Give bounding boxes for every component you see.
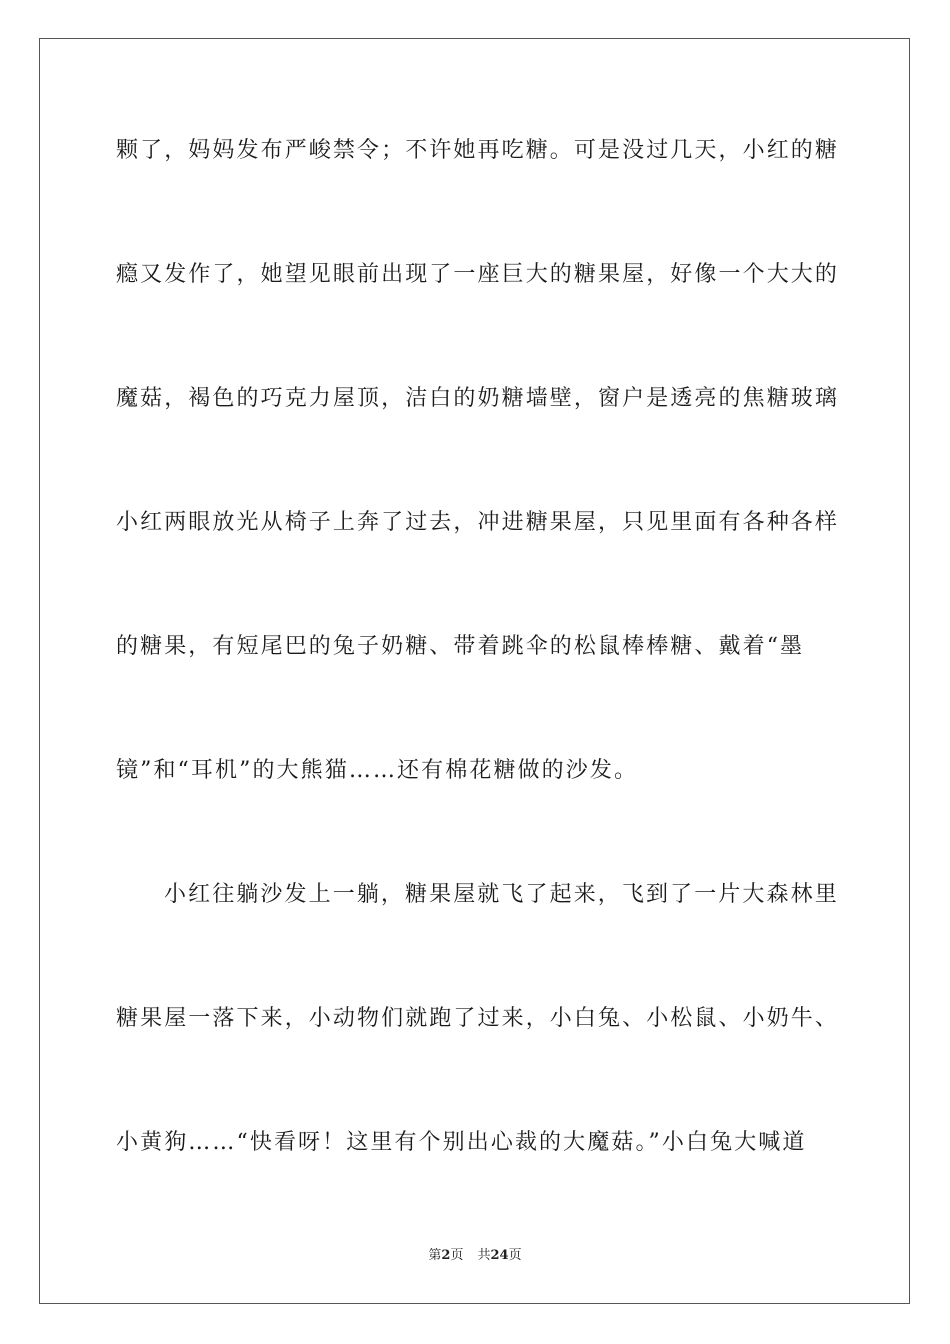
text-line: 魔菇，褐色的巧克力屋顶，洁白的奶糖墙壁，窗户是透亮的焦糖玻璃 — [116, 386, 840, 411]
text-line: 镜”和“耳机”的大熊猫……还有棉花糖做的沙发。 — [116, 758, 639, 783]
text-line: 小红两眼放光从椅子上奔了过去，冲进糖果屋，只见里面有各种各样 — [116, 510, 840, 535]
total-pages-label: 共24页 — [477, 1248, 522, 1263]
text-line: 瘾又发作了，她望见眼前出现了一座巨大的糖果屋，好像一个大大的 — [116, 262, 840, 287]
text-line: 颗了，妈妈发布严峻禁令；不许她再吃糖。可是没过几天，小红的糖 — [116, 138, 840, 163]
page-number-label: 第2页 — [428, 1248, 464, 1263]
page-border — [39, 38, 910, 1304]
text-line: 小黄狗……“快看呀！这里有个别出心裁的大魔菇。”小白兔大喊道 — [116, 1130, 807, 1155]
text-line: 糖果屋一落下来，小动物们就跑了过来，小白兔、小松鼠、小奶牛、 — [116, 1006, 840, 1031]
page-footer — [0, 1247, 950, 1265]
text-line: 的糖果，有短尾巴的兔子奶糖、带着跳伞的松鼠棒棒糖、戴着“墨 — [116, 634, 805, 659]
paragraph-first-line: 小红往躺沙发上一躺，糖果屋就飞了起来，飞到了一片大森林里 — [164, 882, 839, 907]
